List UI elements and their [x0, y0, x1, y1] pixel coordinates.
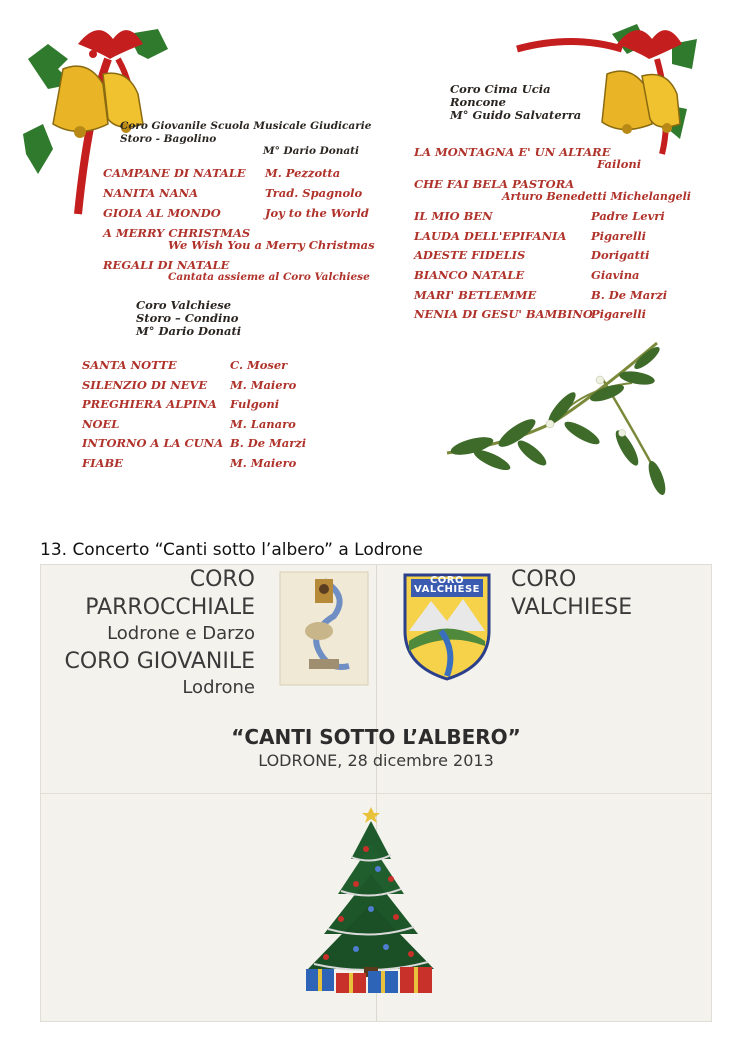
song-title: FIABE: [82, 456, 123, 470]
song-title: ADESTE FIDELIS: [414, 248, 526, 262]
song-title: SANTA NOTTE: [82, 358, 177, 372]
song-author: Joy to the World: [265, 206, 369, 220]
song-author: Pigarelli: [591, 307, 646, 321]
song-title: A MERRY CHRISTMAS: [103, 226, 251, 240]
song-title: CAMPANE DI NATALE: [103, 166, 246, 180]
choir-place: Roncone: [450, 95, 506, 109]
choir-name: Coro Valchiese: [136, 298, 232, 312]
fold-line: [41, 793, 711, 794]
badge-label: CORO VALCHIESE: [414, 575, 480, 595]
song-title: NOEL: [82, 417, 120, 431]
song-author: B. De Marzi: [230, 436, 307, 450]
song-title: MARI' BETLEMME: [414, 288, 537, 302]
choir-director: M° Guido Salvaterra: [450, 108, 582, 122]
mistletoe-icon: [432, 338, 692, 503]
song-title: LA MONTAGNA E' UN ALTARE: [414, 145, 611, 159]
song-title: PREGHIERA ALPINA: [82, 397, 217, 411]
song-title: NANITA NANA: [103, 186, 199, 200]
song-author: C. Moser: [230, 358, 288, 372]
song-author: M. Maiero: [230, 378, 297, 392]
choir-director: M° Dario Donati: [263, 145, 360, 157]
poster-line: VALCHIESE: [511, 595, 633, 620]
song-author: Dorigatti: [591, 248, 650, 262]
song-author: B. De Marzi: [591, 288, 668, 302]
song-title: BIANCO NATALE: [414, 268, 525, 282]
song-author: We Wish You a Merry Christmas: [168, 238, 375, 252]
song-title: GIOIA AL MONDO: [103, 206, 221, 220]
song-title: LAUDA DELL'EPIFANIA: [414, 229, 567, 243]
song-author: Arturo Benedetti Michelangeli: [502, 190, 691, 203]
song-title: REGALI DI NATALE: [103, 258, 230, 272]
poster-subtitle: LODRONE, 28 dicembre 2013: [258, 751, 494, 770]
choir-place: Storo - Bagolino: [120, 133, 217, 145]
choir-director: M° Dario Donati: [136, 324, 242, 338]
song-title: NENIA DI GESU' BAMBINO: [414, 307, 593, 321]
song-author: M. Maiero: [230, 456, 297, 470]
poster-line: CORO GIOVANILE: [64, 649, 255, 674]
parish-emblem-icon: [279, 571, 369, 686]
concert-poster: [40, 564, 712, 1022]
choir-name: Coro Cima Ucia: [450, 82, 551, 96]
poster-title: “CANTI SOTTO L’ALBERO”: [231, 725, 521, 749]
song-author: Cantata assieme al Coro Valchiese: [168, 271, 370, 283]
poster-line: CORO: [189, 567, 255, 592]
song-author: Pigarelli: [591, 229, 646, 243]
poster-line: PARROCCHIALE: [85, 595, 255, 620]
song-author: M. Pezzotta: [265, 166, 341, 180]
song-author: Giavina: [591, 268, 640, 282]
song-author: Failoni: [597, 157, 642, 171]
song-title: INTORNO A LA CUNA: [82, 436, 224, 450]
poster-line: Lodrone: [182, 677, 255, 698]
section-heading: 13. Concerto “Canti sotto l’albero” a Lodrone: [40, 540, 423, 560]
choir-name: Coro Giovanile Scuola Musicale Giudicarie: [120, 120, 372, 132]
poster-line: Lodrone e Darzo: [107, 623, 255, 644]
song-author: Padre Levri: [591, 209, 665, 223]
song-title: IL MIO BEN: [414, 209, 493, 223]
song-author: M. Lanaro: [230, 417, 296, 431]
song-author: Fulgoni: [230, 397, 280, 411]
song-title: SILENZIO DI NEVE: [82, 378, 208, 392]
poster-line: CORO: [511, 567, 577, 592]
song-title: CHE FAI BELA PASTORA: [414, 177, 575, 191]
choir-place: Storo – Condino: [136, 311, 239, 325]
christmas-tree-icon: [296, 799, 446, 995]
song-author: Trad. Spagnolo: [265, 186, 363, 200]
